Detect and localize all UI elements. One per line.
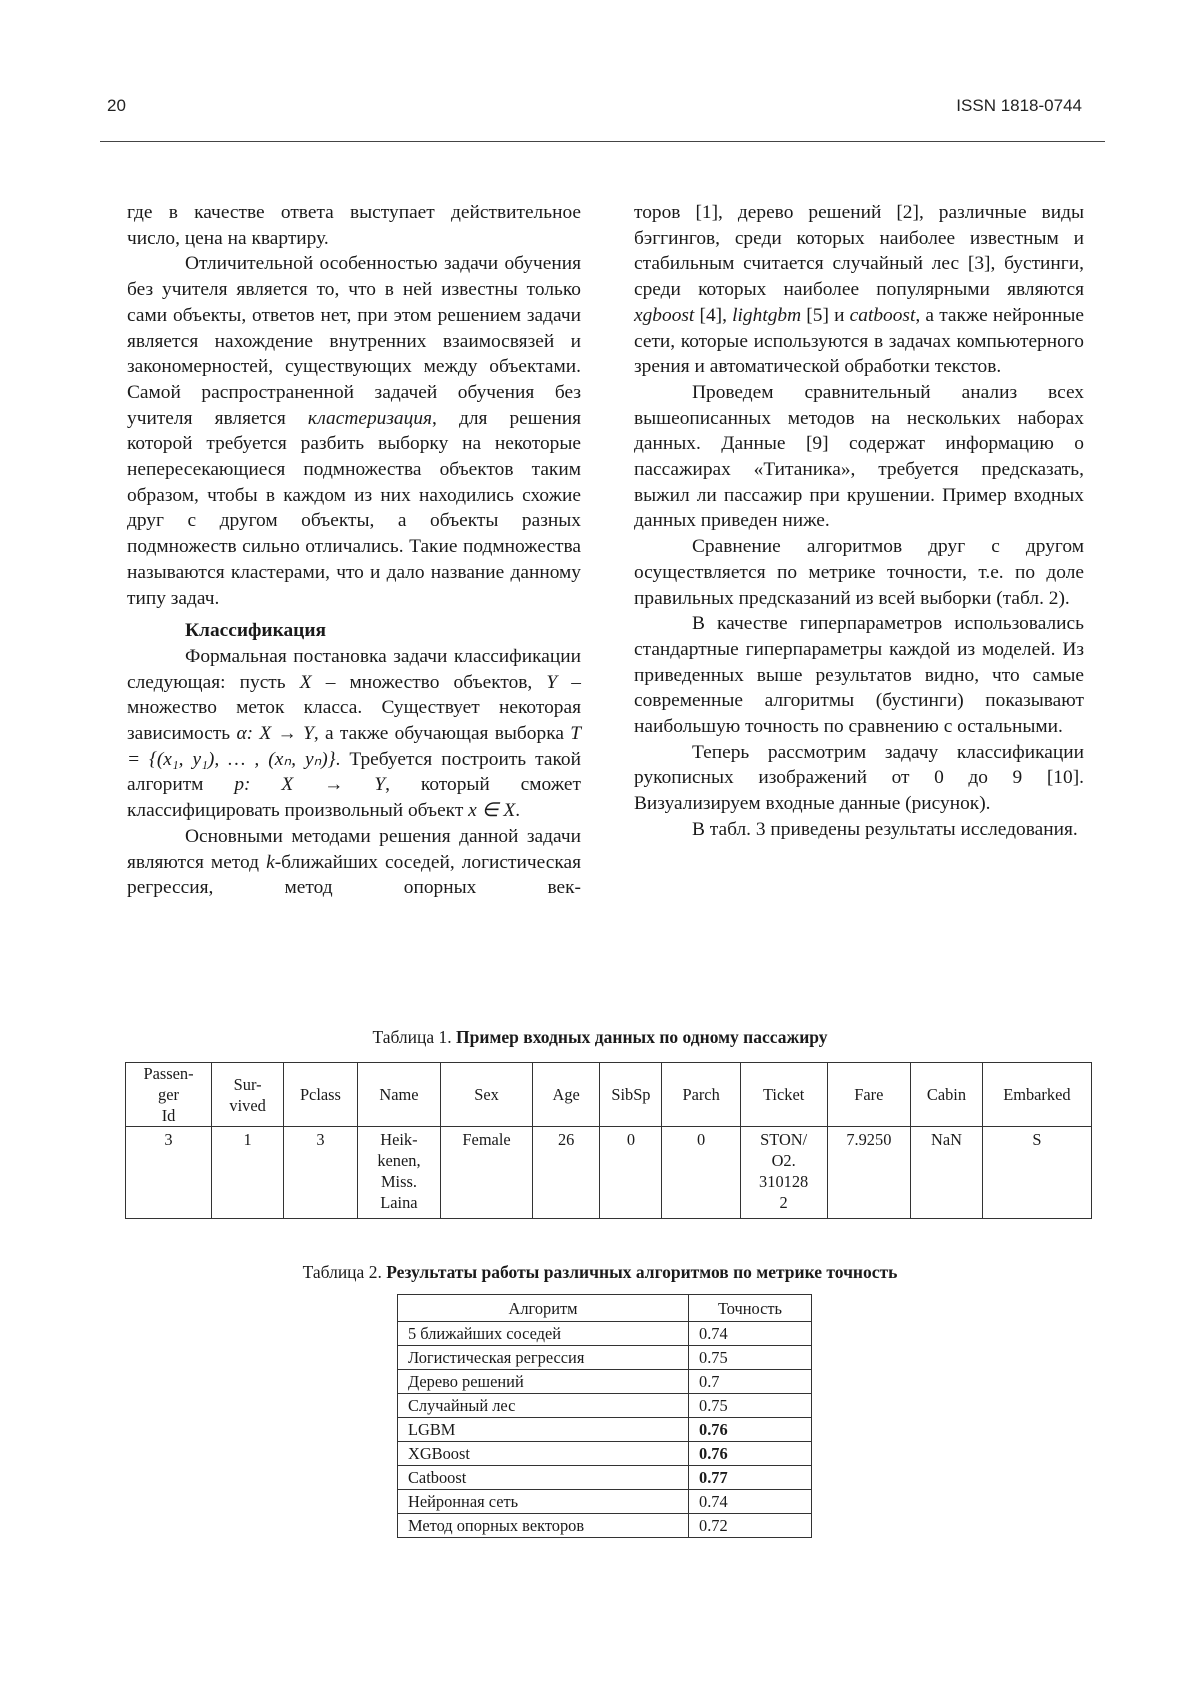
section-title: Классификация — [185, 620, 327, 642]
table-header-row — [126, 1063, 1092, 1127]
term-lightgbm: lightgbm — [732, 304, 802, 326]
caption-prefix: Таблица 2. — [302, 1262, 387, 1282]
math-x: x ∈ X — [468, 800, 516, 822]
algorithm-cell: Дерево решений — [398, 1370, 689, 1394]
table-row — [398, 1490, 812, 1514]
table-cell: 7.9250 — [827, 1127, 911, 1219]
math-p: p: X → Y — [234, 774, 386, 796]
paragraph-analysis: Проведем сравнительный анализ всех вышеописанных методов на нескольких наборах данных. Данные [9] содержат информацию о пассажирах «Титаника», требуется предсказать, выжил ли пассажир при крушении. Пример входных данных приведен ниже. — [634, 381, 1084, 532]
column-header: Age — [532, 1063, 599, 1127]
accuracy-table — [397, 1294, 812, 1538]
text-run: Основными методами решения данной задачи являются метод — [127, 825, 581, 873]
table-row — [398, 1394, 812, 1418]
text-run: – множество меток класса. Существует некоторая зависимость — [127, 671, 581, 745]
algorithm-cell: Нейронная сеть — [398, 1490, 689, 1514]
paragraph-methods — [127, 824, 581, 901]
table-cell: 0 — [600, 1127, 662, 1219]
accuracy-cell: 0.76 — [689, 1418, 812, 1442]
table-row — [398, 1322, 812, 1346]
paragraph-table3: В табл. 3 приведены результаты исследования. — [692, 818, 1078, 840]
text-run: [5] и — [801, 304, 850, 326]
paragraph-methods-cont — [634, 200, 1084, 380]
column-header: Sex — [441, 1063, 533, 1127]
algorithm-cell: Catboost — [398, 1466, 689, 1490]
table2-caption — [0, 1262, 1200, 1283]
math-T: T = {(x₁, y₁), … , (xₙ, yₙ)} — [127, 723, 581, 770]
table-cell: 26 — [532, 1127, 599, 1219]
column-header: SibSp — [600, 1063, 662, 1127]
column-header: Passen- ger Id — [126, 1063, 212, 1127]
text-run: -ближайших соседей, логистическая регрессия, метод опорных век- — [127, 851, 581, 899]
table-row — [398, 1346, 812, 1370]
accuracy-cell: 0.77 — [689, 1466, 812, 1490]
table-row — [126, 1127, 1092, 1219]
paragraph-comparison: Сравнение алгоритмов друг с другом осуществляется по метрике точности, т.е. по доле правильных предсказаний из всей выборки (табл. 2). — [634, 536, 1084, 609]
caption-title: Пример входных данных по одному пассажиру — [456, 1027, 828, 1047]
table-cell: STON/ O2. 310128 2 — [740, 1127, 827, 1219]
accuracy-cell: 0.74 — [689, 1322, 812, 1346]
text-run: . Требуется построить такой алгоритм — [127, 748, 581, 796]
text-run: . — [515, 800, 521, 822]
text-run: , а также обучающая выборка — [313, 723, 571, 745]
column-header: Embarked — [982, 1063, 1091, 1127]
text-run: , для решения которой требуется разбить выборку на некоторые непересекающиеся подмножества объектов таким образом, чтобы в каждом из них находились схожие друг с другом объекты, а объекты разных подмножеств сильно отличались. Такие подмножества называются кластерами, что и дало название данному типу задач. — [127, 407, 581, 609]
paragraph-hyperparams: В качестве гиперпараметров использовались стандартные гиперпараметры каждой из моделей. Из приведенных выше результатов видно, что самые современные алгоритмы (бустинги) показывают наибольшую точность по сравнению с остальными. — [634, 613, 1084, 738]
table-row — [398, 1466, 812, 1490]
math-k: k — [266, 851, 275, 873]
accuracy-cell: 0.7 — [689, 1370, 812, 1394]
table1-caption — [0, 1027, 1200, 1048]
right-column — [634, 200, 1084, 843]
passenger-table — [125, 1062, 1092, 1219]
table-cell: 0 — [662, 1127, 740, 1219]
text-run: – множество объектов, — [311, 671, 547, 693]
math-Y: Y — [546, 671, 558, 693]
algorithm-cell: XGBoost — [398, 1442, 689, 1466]
issn-label: ISSN 1818-0744 — [956, 96, 1082, 115]
table-cell: S — [982, 1127, 1091, 1219]
column-header: Name — [357, 1063, 440, 1127]
algorithm-cell: Метод опорных векторов — [398, 1514, 689, 1538]
text-run: , который сможет классифицировать произвольный объект — [127, 774, 581, 822]
algorithm-cell: Случайный лес — [398, 1394, 689, 1418]
caption-title: Результаты работы различных алгоритмов по метрике точность — [386, 1262, 898, 1282]
paragraph-unsupervised — [127, 251, 581, 611]
accuracy-cell: 0.76 — [689, 1442, 812, 1466]
text-run: [4], — [694, 304, 733, 326]
table-cell: 1 — [212, 1127, 284, 1219]
column-header-algorithm: Алгоритм — [398, 1295, 689, 1322]
accuracy-cell: 0.74 — [689, 1490, 812, 1514]
column-header: Fare — [827, 1063, 911, 1127]
paragraph: где в качестве ответа выступает действительное число, цена на квартиру. — [127, 202, 581, 249]
term-xgboost: xgboost — [634, 304, 695, 326]
column-header: Ticket — [740, 1063, 827, 1127]
table-cell: NaN — [911, 1127, 983, 1219]
column-header: Parch — [662, 1063, 740, 1127]
column-header-accuracy: Точность — [689, 1295, 812, 1322]
column-header: Pclass — [284, 1063, 358, 1127]
term-clustering: кластеризация — [307, 407, 433, 429]
math-X: X — [299, 671, 312, 693]
left-column — [127, 200, 581, 901]
accuracy-cell: 0.75 — [689, 1346, 812, 1370]
text-run: Отличительной особенностью задачи обучения без учителя является то, что в ней известны только сами объекты, ответов нет, при этом решением задачи является нахождение внутренних взаимосвязей и закономерностей, существующих между объектами. Самой распространенной задачей обучения без учителя является — [127, 253, 581, 429]
text-run: Формальная постановка задачи классификации следующая: пусть — [127, 645, 581, 693]
table-cell: Heik- kenen, Miss. Laina — [357, 1127, 440, 1219]
table-row — [398, 1442, 812, 1466]
column-header: Sur- vived — [212, 1063, 284, 1127]
table-row — [398, 1370, 812, 1394]
table-cell: Female — [441, 1127, 533, 1219]
accuracy-cell: 0.75 — [689, 1394, 812, 1418]
table-row — [398, 1418, 812, 1442]
accuracy-cell: 0.72 — [689, 1514, 812, 1538]
text-run: , а также нейронные сети, которые используются в задачах компьютерного зрения и автоматической обработки текстов. — [634, 304, 1085, 378]
table-cell: 3 — [126, 1127, 212, 1219]
algorithm-cell: 5 ближайших соседей — [398, 1322, 689, 1346]
page-number: 20 — [107, 96, 126, 115]
column-header: Cabin — [911, 1063, 983, 1127]
header-rule — [100, 141, 1105, 142]
term-catboost: catboost — [849, 304, 916, 326]
table-cell: 3 — [284, 1127, 358, 1219]
math-alpha: α: X → Y — [236, 723, 314, 745]
text-run: торов [1], дерево решений [2], различные виды бэггингов, среди которых наиболее известным и стабильным считается случайный лес [3], бустинги, среди которых наиболее популярными являются — [634, 202, 1084, 301]
paragraph-handwriting: Теперь рассмотрим задачу классификации рукописных изображений от 0 до 9 [10]. Визуализируем входные данные (рисунок). — [634, 741, 1084, 815]
table-row — [398, 1514, 812, 1538]
algorithm-cell: LGBM — [398, 1418, 689, 1442]
algorithm-cell: Логистическая регрессия — [398, 1346, 689, 1370]
paragraph-formal-definition — [127, 644, 581, 824]
caption-prefix: Таблица 1. — [372, 1027, 457, 1047]
table-header-row — [398, 1295, 812, 1322]
